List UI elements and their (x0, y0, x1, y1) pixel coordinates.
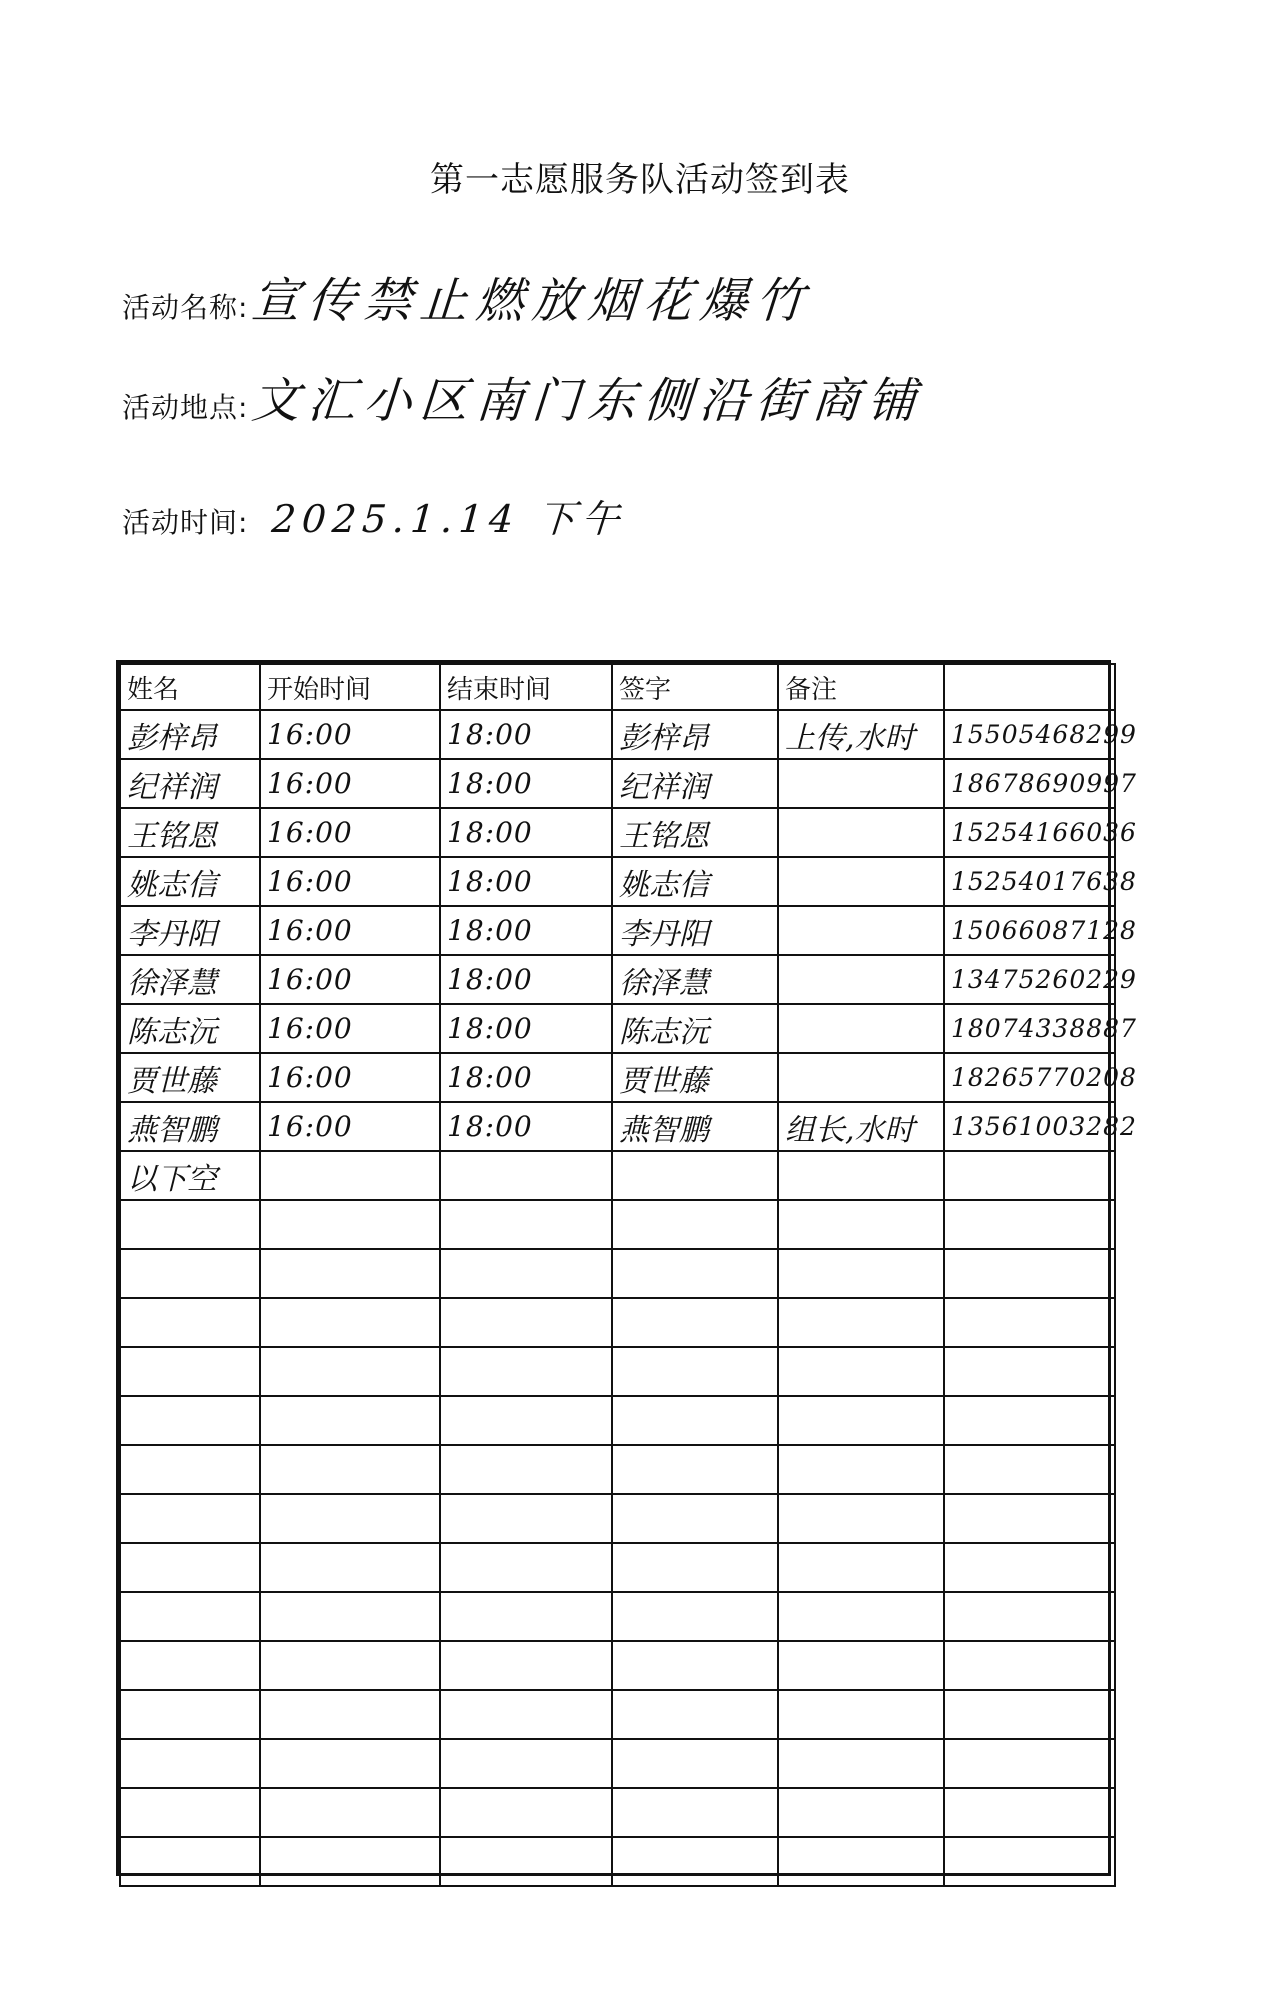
header-phone (944, 664, 1115, 710)
table-row-empty (120, 1347, 1115, 1396)
cell-signature: 陈志沅 (612, 1004, 778, 1053)
cell-name: 陈志沅 (120, 1004, 260, 1053)
empty-cell (440, 1347, 612, 1396)
empty-cell (612, 1298, 778, 1347)
signin-table (119, 663, 1137, 1887)
cell-note (778, 808, 944, 857)
empty-cell (778, 1298, 944, 1347)
empty-cell (120, 1396, 260, 1445)
table-row-empty (120, 1543, 1115, 1592)
empty-cell (612, 1641, 778, 1690)
header-note: 备注 (778, 664, 944, 710)
empty-cell (260, 1445, 440, 1494)
empty-cell (778, 1543, 944, 1592)
empty-cell (120, 1739, 260, 1788)
empty-cell (612, 1690, 778, 1739)
cell-phone: 15254166036 (944, 808, 1115, 857)
table-row (120, 1151, 1115, 1200)
table-row (120, 759, 1115, 808)
empty-cell (778, 1690, 944, 1739)
empty-cell (260, 1788, 440, 1837)
table-row-empty (120, 1200, 1115, 1249)
table-row (120, 1004, 1115, 1053)
empty-cell (120, 1298, 260, 1347)
table-row (120, 1053, 1115, 1102)
empty-cell (120, 1592, 260, 1641)
empty-cell (944, 1690, 1115, 1739)
cell-start-time: 16:00 (260, 857, 440, 906)
header-name: 姓名 (120, 664, 260, 710)
empty-cell (120, 1445, 260, 1494)
cell-phone: 13475260229 (944, 955, 1115, 1004)
empty-cell (120, 1200, 260, 1249)
empty-cell (440, 1690, 612, 1739)
activity-name-field (122, 262, 815, 331)
empty-cell (944, 1445, 1115, 1494)
cell-signature: 彭梓昂 (612, 710, 778, 759)
page-title: 第一志愿服务队活动签到表 (430, 160, 850, 200)
empty-cell (944, 1837, 1115, 1886)
empty-cell (944, 1494, 1115, 1543)
table-row (120, 955, 1115, 1004)
table-row-empty (120, 1788, 1115, 1837)
cell-note: 上传,水时 (778, 710, 944, 759)
cell-note (778, 857, 944, 906)
empty-cell (260, 1249, 440, 1298)
table-row (120, 1102, 1115, 1151)
cell-end-time: 18:00 (440, 1102, 612, 1151)
empty-cell (120, 1249, 260, 1298)
cell-note (778, 759, 944, 808)
empty-cell (260, 1494, 440, 1543)
cell-start-time: 16:00 (260, 906, 440, 955)
cell-signature: 贾世藤 (612, 1053, 778, 1102)
empty-cell (944, 1739, 1115, 1788)
activity-time-value: 2025.1.14 下午 (270, 497, 628, 541)
empty-cell (440, 1739, 612, 1788)
empty-cell (120, 1543, 260, 1592)
cell-start-time: 16:00 (260, 1004, 440, 1053)
cell-name: 以下空 (120, 1151, 260, 1200)
cell-end-time: 18:00 (440, 808, 612, 857)
cell-end-time: 18:00 (440, 955, 612, 1004)
activity-time-label: 活动时间: (122, 506, 249, 539)
empty-cell (944, 1249, 1115, 1298)
activity-place-field (122, 362, 927, 431)
empty-cell (778, 1788, 944, 1837)
table-row (120, 857, 1115, 906)
empty-cell (260, 1837, 440, 1886)
empty-cell (778, 1249, 944, 1298)
table-body (120, 710, 1137, 1886)
table-row-empty (120, 1739, 1115, 1788)
cell-signature: 王铭恩 (612, 808, 778, 857)
empty-cell (260, 1543, 440, 1592)
empty-cell (612, 1200, 778, 1249)
empty-cell (260, 1690, 440, 1739)
empty-cell (944, 1788, 1115, 1837)
cell-end-time: 18:00 (440, 710, 612, 759)
cell-phone: 13561003282 (944, 1102, 1115, 1151)
table-row (120, 710, 1115, 759)
empty-cell (612, 1837, 778, 1886)
empty-cell (440, 1641, 612, 1690)
cell-end-time: 18:00 (440, 759, 612, 808)
empty-cell (612, 1396, 778, 1445)
empty-cell (612, 1445, 778, 1494)
cell-signature: 姚志信 (612, 857, 778, 906)
cell-signature (612, 1151, 778, 1200)
empty-cell (612, 1788, 778, 1837)
cell-note (778, 955, 944, 1004)
cell-signature: 纪祥润 (612, 759, 778, 808)
empty-cell (944, 1592, 1115, 1641)
empty-cell (944, 1200, 1115, 1249)
cell-end-time: 18:00 (440, 906, 612, 955)
empty-cell (612, 1249, 778, 1298)
empty-cell (440, 1494, 612, 1543)
empty-cell (612, 1494, 778, 1543)
empty-cell (440, 1249, 612, 1298)
empty-cell (440, 1445, 612, 1494)
table-row-empty (120, 1837, 1115, 1886)
empty-cell (778, 1837, 944, 1886)
empty-cell (612, 1347, 778, 1396)
signin-table-container (116, 660, 1137, 1876)
empty-cell (612, 1739, 778, 1788)
cell-name: 燕智鹏 (120, 1102, 260, 1151)
cell-start-time: 16:00 (260, 710, 440, 759)
cell-end-time: 18:00 (440, 1004, 612, 1053)
table-row-empty (120, 1445, 1115, 1494)
header-end-time: 结束时间 (440, 664, 612, 710)
cell-signature: 李丹阳 (612, 906, 778, 955)
cell-start-time: 16:00 (260, 759, 440, 808)
cell-signature: 徐泽慧 (612, 955, 778, 1004)
empty-cell (120, 1690, 260, 1739)
table-row-empty (120, 1641, 1115, 1690)
empty-cell (944, 1543, 1115, 1592)
cell-start-time: 16:00 (260, 808, 440, 857)
empty-cell (440, 1200, 612, 1249)
empty-cell (120, 1837, 260, 1886)
cell-start-time: 16:00 (260, 955, 440, 1004)
empty-cell (120, 1788, 260, 1837)
empty-cell (440, 1788, 612, 1837)
empty-cell (778, 1641, 944, 1690)
empty-cell (120, 1347, 260, 1396)
empty-cell (778, 1200, 944, 1249)
empty-cell (260, 1592, 440, 1641)
empty-cell (944, 1396, 1115, 1445)
table-row (120, 906, 1115, 955)
empty-cell (944, 1298, 1115, 1347)
empty-cell (260, 1298, 440, 1347)
cell-phone: 18678690997 (944, 759, 1115, 808)
empty-cell (120, 1641, 260, 1690)
cell-start-time (260, 1151, 440, 1200)
empty-cell (260, 1396, 440, 1445)
table-header-row (120, 664, 1115, 710)
empty-cell (778, 1494, 944, 1543)
empty-cell (778, 1445, 944, 1494)
table-row-empty (120, 1249, 1115, 1298)
empty-cell (778, 1347, 944, 1396)
cell-phone: 18074338887 (944, 1004, 1115, 1053)
activity-time-field (122, 488, 626, 543)
empty-cell (260, 1739, 440, 1788)
cell-end-time: 18:00 (440, 857, 612, 906)
empty-cell (440, 1543, 612, 1592)
header-signature: 签字 (612, 664, 778, 710)
cell-phone: 15254017638 (944, 857, 1115, 906)
table-row-empty (120, 1396, 1115, 1445)
empty-cell (612, 1543, 778, 1592)
cell-end-time: 18:00 (440, 1053, 612, 1102)
cell-name: 李丹阳 (120, 906, 260, 955)
cell-note (778, 1053, 944, 1102)
activity-place-value: 文汇小区南门东侧沿街商铺 (250, 373, 927, 429)
cell-start-time: 16:00 (260, 1102, 440, 1151)
cell-phone: 15505468299 (944, 710, 1115, 759)
cell-note (778, 906, 944, 955)
cell-name: 姚志信 (120, 857, 260, 906)
empty-cell (260, 1200, 440, 1249)
header-start-time: 开始时间 (260, 664, 440, 710)
empty-cell (944, 1641, 1115, 1690)
cell-name: 纪祥润 (120, 759, 260, 808)
cell-note (778, 1151, 944, 1200)
empty-cell (260, 1347, 440, 1396)
empty-cell (440, 1298, 612, 1347)
cell-name: 王铭恩 (120, 808, 260, 857)
cell-name: 彭梓昂 (120, 710, 260, 759)
activity-name-value: 宣传禁止燃放烟花爆竹 (250, 273, 815, 329)
cell-name: 贾世藤 (120, 1053, 260, 1102)
cell-phone (944, 1151, 1115, 1200)
empty-cell (260, 1641, 440, 1690)
empty-cell (120, 1494, 260, 1543)
table-row (120, 808, 1115, 857)
cell-note: 组长,水时 (778, 1102, 944, 1151)
empty-cell (778, 1592, 944, 1641)
empty-cell (612, 1592, 778, 1641)
activity-name-label: 活动名称: (122, 291, 249, 324)
table-row-empty (120, 1298, 1115, 1347)
empty-cell (944, 1347, 1115, 1396)
empty-cell (440, 1592, 612, 1641)
table-row-empty (120, 1690, 1115, 1739)
table-row-empty (120, 1494, 1115, 1543)
empty-cell (440, 1396, 612, 1445)
empty-cell (440, 1837, 612, 1886)
cell-end-time (440, 1151, 612, 1200)
cell-signature: 燕智鹏 (612, 1102, 778, 1151)
cell-note (778, 1004, 944, 1053)
empty-cell (778, 1739, 944, 1788)
cell-phone: 15066087128 (944, 906, 1115, 955)
cell-start-time: 16:00 (260, 1053, 440, 1102)
cell-name: 徐泽慧 (120, 955, 260, 1004)
table-row-empty (120, 1592, 1115, 1641)
activity-place-label: 活动地点: (122, 391, 249, 424)
empty-cell (778, 1396, 944, 1445)
cell-phone: 18265770208 (944, 1053, 1115, 1102)
